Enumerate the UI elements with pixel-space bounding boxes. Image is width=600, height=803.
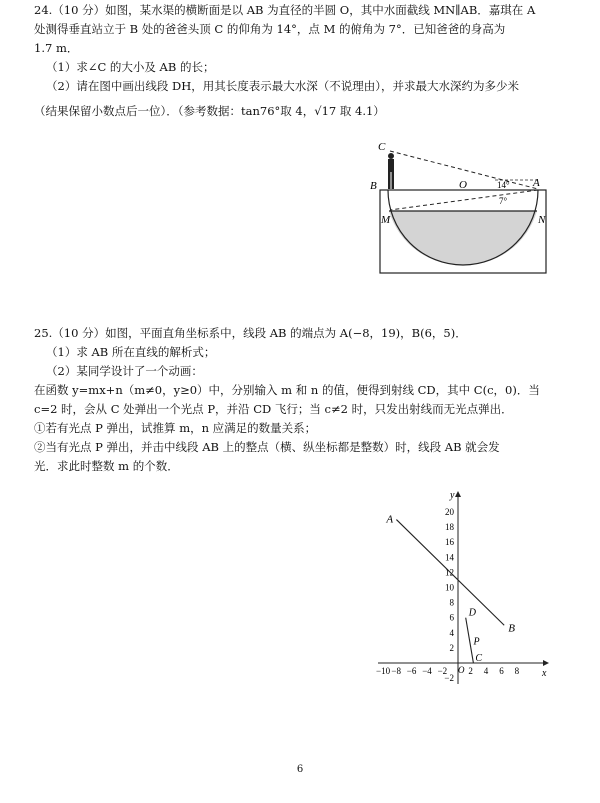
- y-tick-label: −2: [444, 673, 454, 684]
- y-axis-label: y: [450, 490, 455, 501]
- label-O: O: [459, 179, 467, 191]
- x-tick-label: 4: [483, 666, 489, 676]
- label-N: N: [538, 214, 546, 226]
- origin-label: O: [458, 665, 465, 675]
- x-tick-label: −2: [437, 666, 448, 676]
- q25-line-5: c=2 时，会从 C 处弹出一个光点 P，并沿 CD 飞行；当 c≠2 时，只发出射线而无光点弹出．: [34, 402, 513, 416]
- label-M: M: [381, 214, 391, 226]
- page-number: 6: [296, 764, 304, 775]
- x-tick-label: −6: [406, 666, 417, 676]
- q25-line-8: 光．求此时整数 m 的个数．: [34, 459, 179, 473]
- y-tick-label: 2: [449, 642, 454, 653]
- q24-line-3: 1.7 m．: [34, 41, 79, 55]
- label-D: D: [468, 607, 476, 619]
- y-tick-label: 4: [449, 627, 454, 638]
- x-tick-label: −10: [376, 666, 391, 676]
- label-B: B: [370, 180, 377, 192]
- q24-figure: [368, 138, 558, 278]
- angle-7-label: 7°: [499, 196, 508, 206]
- y-tick-label: 12: [445, 567, 454, 578]
- q25-part-1: （1）求 AB 所在直线的解析式；: [46, 345, 216, 359]
- y-tick-label: 10: [445, 582, 454, 593]
- label-P: P: [473, 636, 480, 648]
- person-icon: [388, 153, 394, 189]
- q24-line-2: 处测得垂直站立于 B 处的爸爸头顶 C 的仰角为 14°，点 M 的俯角为 7°．已知爸爸的身高为: [34, 22, 506, 36]
- x-tick-label: 8: [514, 666, 520, 676]
- angle-14-label: 14°: [497, 180, 510, 190]
- q24-line-1: 24.（10 分）如图，某水渠的横断面是以 AB 为直径的半圆 O，其中水面截线 MN∥AB．嘉琪在 A: [34, 3, 536, 17]
- y-tick-label: 14: [445, 552, 454, 563]
- x-tick-label: 6: [499, 666, 504, 676]
- q25-line-1: 25.（10 分）如图，平面直角坐标系中，线段 AB 的端点为 A(−8，19)，B(6，5)．: [34, 326, 467, 340]
- q24-part-2: （2）请在图中画出线段 DH，用其长度表示最大水深（不说理由），并求最大水深约为多少米: [46, 79, 519, 93]
- y-tick-label: 16: [445, 537, 454, 548]
- label-C: C: [378, 141, 386, 153]
- x-tick-label: −4: [422, 666, 432, 676]
- q24-line-6: （结果保留小数点后一位）．（参考数据：tan76°取 4，√17 取 4.1）: [34, 104, 385, 118]
- q25-sub-2: ②当有光点 P 弹出，并击中线段 AB 上的整点（横、纵坐标都是整数）时，线段 AB 就会发: [34, 440, 500, 454]
- q24-part-1: （1）求∠C 的大小及 AB 的长；: [46, 60, 215, 74]
- label-B: B: [508, 622, 515, 635]
- label-A: A: [386, 513, 394, 526]
- y-tick-label: 8: [449, 597, 454, 608]
- segment-AB: [396, 520, 504, 626]
- q25-part-2: （2）某同学设计了一个动画：: [46, 364, 203, 378]
- q25-sub-1: ①若有光点 P 弹出，试推算 m，n 应满足的数量关系；: [34, 421, 317, 435]
- x-tick-label: 2: [468, 666, 473, 676]
- x-axis-label: x: [542, 668, 547, 679]
- y-tick-label: 18: [445, 522, 454, 533]
- q25-line-4: 在函数 y=mx+n（m≠0，y≥0）中，分别输入 m 和 n 的值，便得到射线 CD，其中 C(c，0)．当: [34, 383, 540, 397]
- water-region: [389, 211, 537, 265]
- line-AM: [390, 190, 538, 210]
- x-tick-label: −8: [391, 666, 401, 676]
- label-C: C: [475, 653, 483, 664]
- label-A: A: [533, 177, 540, 189]
- y-tick-label: 6: [449, 612, 454, 623]
- y-tick-label: 20: [445, 507, 454, 517]
- q25-coordinate-figure: [370, 488, 560, 688]
- ray-CD: [466, 618, 474, 663]
